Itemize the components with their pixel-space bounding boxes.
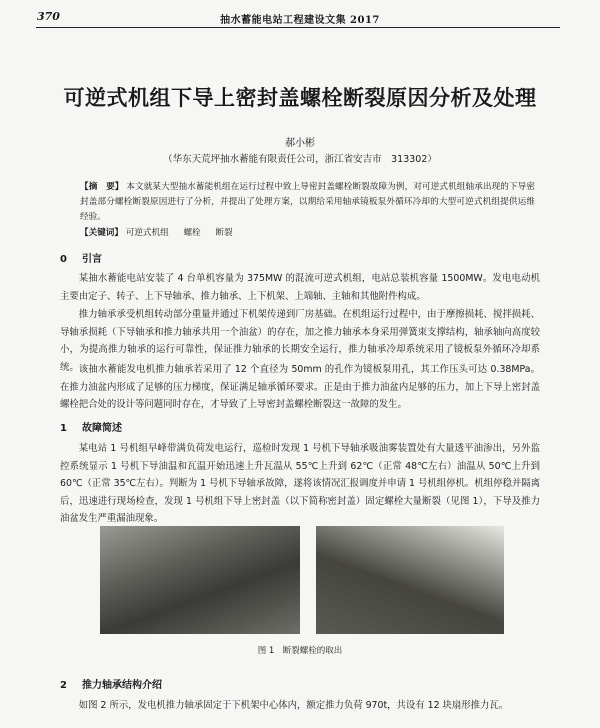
section-heading [60,419,122,434]
paragraph: 如图 2 所示，发电机推力轴承固定于下机架中心体内，额定推力负荷 970t，共设有 12 块扇形推力瓦。 [78,700,509,711]
keywords [80,226,245,238]
section-heading [60,250,102,265]
keyword: 可逆式机组 [125,228,169,238]
section-number: 0 [60,254,67,265]
paragraph: 某抽水蓄能电站安装了 4 台单机容量为 375MW 的混流可逆式机组，电站总装机容量 1500MW。发电电动机主要由定子、转子、上下导轴承、推力轴承、上下机架、上端轴、主轴和其他附件构成。 [60,273,540,302]
paper-title: 可逆式机组下导上密封盖螺栓断裂原因分析及处理 [63,85,537,110]
paragraph: 某电站 1 号机组早峰带满负荷发电运行，巡检时发现 1 号机下导轴承吸油雾装置处有大量透平油渗出，另外监控系统显示 1 号机下导油温和瓦温开始迅速上升瓦温从 55℃上升到 62℃（正常 48℃左右）油温从 50℃上升到 60℃（正常 35℃左右）。判断为 1 号机下导轴承故障，遂将该情况汇报调度并申请 1 号机组停机。机组停稳并隔离后，迅速进行现场检查，发现 1 号机组下导上密封盖（以下简称密封盖）固定螺栓大量断裂（见图 1），下导及推力油盆发生严重漏油现象。 [60,443,540,524]
figure-photo-right [316,526,504,634]
affiliation: （华东天荒坪抽水蓄能有限责任公司，浙江省安吉市 313302） [163,154,437,165]
paragraph: 该抽水蓄能发电机推力轴承若采用了 12 个直径为 50mm 的孔作为镜板泵用孔，其工作压头可达 0.38MPa。在推力油盆内形成了足够的压力梯度，保证满足轴承循环要求。正是由于推力油盆内足够的压力，加上下导上密封盖螺栓把合处的设计等问题同时存在，才导致了上导密封盖螺栓断裂这一故障的发生。 [60,364,540,410]
section-title: 故障简述 [82,423,122,434]
figure-photo-left [100,526,300,634]
abstract [80,180,535,225]
keyword: 断裂 [215,228,233,238]
section-number: 2 [60,680,67,691]
keywords-label: 【关键词】 [80,228,123,238]
section-title: 推力轴承结构介绍 [82,680,162,691]
section-number: 1 [60,423,67,434]
figure-caption: 图 1 断裂螺栓的取出 [257,646,343,656]
abstract-text: 本文就某大型抽水蓄能机组在运行过程中致上导密封盖螺栓断裂故障为例，对可逆式机组轴承出现的下导密封盖部分螺栓断裂原因进行了分析，并提出了处理方案，以期给采用轴承镜板泵外循环冷却的大型可逆式机组提供运维经验。 [80,182,535,222]
section-title: 引言 [82,254,102,265]
running-header: 抽水蓄能电站工程建设文集 2017 [220,15,380,26]
paragraph: 推力轴承承受机组转动部分重量并通过下机架传递到厂房基础。在机组运行过程中，由于摩擦损耗、搅拌损耗、导轴承损耗（下导轴承和推力轴承共用一个油盆）的存在，加之推力轴承本身采用弹簧束支撑结构，轴承轴向高度较小，为提高推力轴承的运行可靠性，保证推力轴承的长期安全运行，推力轴承冷却系统采用了镜板泵外循环冷却系统。 [60,309,540,373]
author: 郝小彬 [285,138,315,149]
abstract-label: 【摘 要】 [80,182,124,192]
header-rule [36,27,560,28]
page-number: 370 [37,10,60,23]
keyword: 螺栓 [183,228,201,238]
section-heading [60,676,162,691]
